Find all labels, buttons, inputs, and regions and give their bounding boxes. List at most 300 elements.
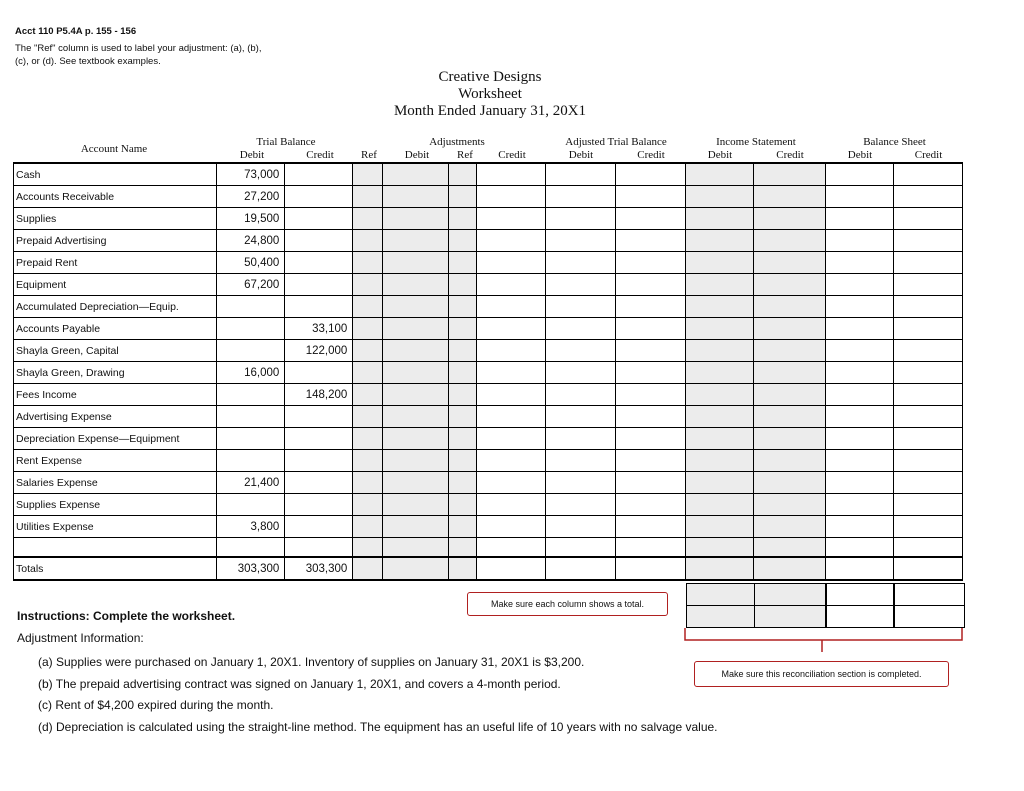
entry-cell[interactable]: [477, 538, 545, 558]
entry-cell[interactable]: [353, 318, 383, 340]
entry-cell[interactable]: [685, 296, 753, 318]
entry-cell[interactable]: [893, 318, 962, 340]
reconciliation-brace: [682, 626, 967, 662]
income-statement-header: Income Statement: [716, 136, 796, 148]
entry-cell[interactable]: [753, 472, 825, 494]
entry-cell[interactable]: [893, 230, 962, 252]
entry-cell[interactable]: [825, 538, 893, 558]
tb-credit-cell[interactable]: [285, 538, 353, 558]
entry-cell[interactable]: [353, 274, 383, 296]
bs-debit-total-box[interactable]: [825, 583, 895, 606]
entry-cell[interactable]: [615, 340, 685, 362]
reconciliation-callout: Make sure this reconciliation section is completed.: [694, 661, 949, 687]
entry-cell[interactable]: [615, 516, 685, 538]
entry-cell[interactable]: [449, 230, 477, 252]
bs-debit-header: Debit: [847, 149, 873, 161]
entry-cell[interactable]: [545, 516, 615, 538]
entry-cell[interactable]: [383, 494, 449, 516]
entry-cell[interactable]: [825, 472, 893, 494]
entry-cell[interactable]: [545, 208, 615, 230]
entry-cell[interactable]: [615, 472, 685, 494]
entry-cell[interactable]: [383, 472, 449, 494]
entry-cell[interactable]: [449, 428, 477, 450]
entry-cell[interactable]: [753, 450, 825, 472]
entry-cell[interactable]: [753, 384, 825, 406]
entry-cell[interactable]: [353, 406, 383, 428]
tb-debit-cell[interactable]: [217, 296, 285, 318]
entry-cell[interactable]: [825, 557, 893, 580]
entry-cell[interactable]: [449, 538, 477, 558]
account-name-cell: Shayla Green, Drawing: [14, 362, 217, 384]
entry-cell[interactable]: [449, 340, 477, 362]
entry-cell[interactable]: [545, 252, 615, 274]
tb-credit-cell[interactable]: [285, 230, 353, 252]
adj-ref-debit-header: Ref: [361, 149, 377, 161]
entry-cell[interactable]: [615, 362, 685, 384]
entry-cell[interactable]: [545, 450, 615, 472]
tb-debit-cell[interactable]: [217, 384, 285, 406]
entry-cell[interactable]: [615, 384, 685, 406]
entry-cell[interactable]: [545, 318, 615, 340]
tb-debit-cell[interactable]: 67,200: [217, 274, 285, 296]
entry-cell[interactable]: [615, 252, 685, 274]
tb-credit-cell[interactable]: [285, 163, 353, 186]
entry-cell[interactable]: [353, 252, 383, 274]
entry-cell[interactable]: [545, 472, 615, 494]
entry-cell[interactable]: [685, 557, 753, 580]
entry-cell[interactable]: [753, 494, 825, 516]
entry-cell[interactable]: [353, 340, 383, 362]
entry-cell[interactable]: [825, 494, 893, 516]
entry-cell[interactable]: [353, 186, 383, 208]
entry-cell[interactable]: [353, 472, 383, 494]
entry-cell[interactable]: [685, 516, 753, 538]
entry-cell[interactable]: [477, 318, 545, 340]
tb-credit-cell[interactable]: 122,000: [285, 340, 353, 362]
entry-cell[interactable]: [615, 450, 685, 472]
entry-cell[interactable]: [383, 318, 449, 340]
account-row: [14, 274, 963, 296]
entry-cell[interactable]: [685, 428, 753, 450]
entry-cell[interactable]: [383, 362, 449, 384]
entry-cell[interactable]: [477, 472, 545, 494]
is-debit-header: Debit: [707, 149, 733, 161]
entry-cell[interactable]: [477, 557, 545, 580]
tb-debit-cell[interactable]: 24,800: [217, 230, 285, 252]
entry-cell[interactable]: [753, 318, 825, 340]
entry-cell[interactable]: [893, 450, 962, 472]
is-credit-total-box[interactable]: [754, 583, 827, 606]
entry-cell[interactable]: [449, 384, 477, 406]
entry-cell[interactable]: [825, 428, 893, 450]
entry-cell[interactable]: [893, 274, 962, 296]
entry-cell[interactable]: [449, 406, 477, 428]
entry-cell[interactable]: [353, 494, 383, 516]
account-row: [14, 186, 963, 208]
entry-cell[interactable]: [753, 340, 825, 362]
tb-debit-cell[interactable]: 3,800: [217, 516, 285, 538]
entry-cell[interactable]: [753, 186, 825, 208]
entry-cell[interactable]: [825, 208, 893, 230]
entry-cell[interactable]: [545, 186, 615, 208]
entry-cell[interactable]: [477, 208, 545, 230]
tb-credit-cell[interactable]: [285, 516, 353, 538]
entry-cell[interactable]: [383, 252, 449, 274]
tb-debit-cell[interactable]: [217, 428, 285, 450]
entry-cell[interactable]: [615, 274, 685, 296]
entry-cell[interactable]: [685, 274, 753, 296]
entry-cell[interactable]: [477, 274, 545, 296]
account-name-cell: Accumulated Depreciation—Equip.: [14, 296, 217, 318]
account-name-cell: Accounts Receivable: [14, 186, 217, 208]
is-credit-header: Credit: [776, 149, 804, 161]
adj-ref-credit-header: Ref: [457, 149, 473, 161]
entry-cell[interactable]: [825, 230, 893, 252]
entry-cell[interactable]: [685, 406, 753, 428]
entry-cell[interactable]: [449, 450, 477, 472]
account-row: [14, 406, 963, 428]
entry-cell[interactable]: [893, 406, 962, 428]
entry-cell[interactable]: [615, 296, 685, 318]
entry-cell[interactable]: [893, 362, 962, 384]
entry-cell[interactable]: [753, 208, 825, 230]
tb-debit-cell[interactable]: 303,300: [217, 557, 285, 580]
entry-cell[interactable]: [449, 318, 477, 340]
entry-cell[interactable]: [545, 274, 615, 296]
entry-cell[interactable]: [685, 450, 753, 472]
entry-cell[interactable]: [353, 557, 383, 580]
account-row: [14, 472, 963, 494]
atb-header: Adjusted Trial Balance: [565, 136, 667, 148]
account-name-cell: Accounts Payable: [14, 318, 217, 340]
entry-cell[interactable]: [449, 362, 477, 384]
entry-cell[interactable]: [353, 538, 383, 558]
entry-cell[interactable]: [383, 557, 449, 580]
entry-cell[interactable]: [685, 208, 753, 230]
entry-cell[interactable]: [353, 163, 383, 186]
tb-credit-cell[interactable]: [285, 274, 353, 296]
account-name-cell: Salaries Expense: [14, 472, 217, 494]
entry-cell[interactable]: [545, 557, 615, 580]
entry-cell[interactable]: [383, 296, 449, 318]
bs-credit-net-box[interactable]: [893, 605, 965, 628]
account-name-cell: Prepaid Rent: [14, 252, 217, 274]
entry-cell[interactable]: [615, 230, 685, 252]
entry-cell[interactable]: [449, 252, 477, 274]
entry-cell[interactable]: [685, 252, 753, 274]
entry-cell[interactable]: [545, 296, 615, 318]
account-row: [14, 318, 963, 340]
entry-cell[interactable]: [753, 538, 825, 558]
ref-note-line2: (c), or (d). See textbook examples.: [15, 56, 161, 67]
tb-debit-cell[interactable]: 16,000: [217, 362, 285, 384]
entry-cell[interactable]: [753, 274, 825, 296]
entry-cell[interactable]: [825, 318, 893, 340]
adjustment-d: (d) Depreciation is calculated using the straight-line method. The equipment has an useful life of 10 years with no salvage value.: [38, 720, 718, 734]
entry-cell[interactable]: [893, 472, 962, 494]
bs-debit-net-box[interactable]: [825, 605, 895, 628]
account-name-cell: Rent Expense: [14, 450, 217, 472]
entry-cell[interactable]: [383, 274, 449, 296]
entry-cell[interactable]: [545, 428, 615, 450]
tb-credit-cell[interactable]: [285, 472, 353, 494]
entry-cell[interactable]: [753, 557, 825, 580]
entry-cell[interactable]: [753, 362, 825, 384]
entry-cell[interactable]: [353, 384, 383, 406]
account-row: [14, 208, 963, 230]
entry-cell[interactable]: [449, 494, 477, 516]
entry-cell[interactable]: [685, 472, 753, 494]
company-name: Creative Designs: [438, 69, 542, 85]
worksheet-body: [14, 163, 963, 580]
entry-cell[interactable]: [685, 494, 753, 516]
entry-cell[interactable]: [353, 296, 383, 318]
account-row: [14, 450, 963, 472]
entry-cell[interactable]: [449, 557, 477, 580]
tb-credit-cell[interactable]: 303,300: [285, 557, 353, 580]
tb-debit-cell[interactable]: 21,400: [217, 472, 285, 494]
entry-cell[interactable]: [615, 494, 685, 516]
atb-credit-header: Credit: [637, 149, 665, 161]
entry-cell[interactable]: [893, 516, 962, 538]
adjustment-c: (c) Rent of $4,200 expired during the month.: [38, 698, 274, 712]
entry-cell[interactable]: [615, 163, 685, 186]
entry-cell[interactable]: [353, 450, 383, 472]
entry-cell[interactable]: [477, 340, 545, 362]
tb-debit-cell[interactable]: 19,500: [217, 208, 285, 230]
entry-cell[interactable]: [477, 428, 545, 450]
entry-cell[interactable]: [477, 252, 545, 274]
entry-cell[interactable]: [477, 362, 545, 384]
tb-debit-cell[interactable]: [217, 406, 285, 428]
bs-credit-header: Credit: [914, 149, 943, 161]
account-row: [14, 362, 963, 384]
entry-cell[interactable]: [825, 516, 893, 538]
tb-credit-cell[interactable]: [285, 428, 353, 450]
adjustment-a: (a) Supplies were purchased on January 1, 20X1. Inventory of supplies on January 31, 20X1 is $3,200.: [38, 655, 585, 669]
account-name-cell: Utilities Expense: [14, 516, 217, 538]
tb-debit-cell[interactable]: [217, 538, 285, 558]
entry-cell[interactable]: [545, 362, 615, 384]
bs-credit-total-box[interactable]: [893, 583, 965, 606]
entry-cell[interactable]: [825, 296, 893, 318]
entry-cell[interactable]: [615, 557, 685, 580]
account-name-cell: [14, 538, 217, 558]
is-credit-net-box[interactable]: [754, 605, 827, 628]
entry-cell[interactable]: [545, 340, 615, 362]
entry-cell[interactable]: [449, 186, 477, 208]
instructions-heading: Instructions: Complete the worksheet.: [17, 609, 236, 623]
account-name-cell: Equipment: [14, 274, 217, 296]
tb-debit-cell[interactable]: [217, 318, 285, 340]
entry-cell[interactable]: [477, 494, 545, 516]
entry-cell[interactable]: [353, 428, 383, 450]
entry-cell[interactable]: [477, 450, 545, 472]
entry-cell[interactable]: [825, 274, 893, 296]
entry-cell[interactable]: [753, 230, 825, 252]
entry-cell[interactable]: [753, 252, 825, 274]
entry-cell[interactable]: [685, 538, 753, 558]
entry-cell[interactable]: [825, 252, 893, 274]
entry-cell[interactable]: [753, 428, 825, 450]
entry-cell[interactable]: [893, 384, 962, 406]
entry-cell[interactable]: [753, 163, 825, 186]
entry-cell[interactable]: [545, 163, 615, 186]
entry-cell[interactable]: [685, 340, 753, 362]
entry-cell[interactable]: [825, 340, 893, 362]
worksheet-table: [13, 162, 963, 581]
adjustment-info-heading: Adjustment Information:: [17, 631, 144, 645]
tb-debit-cell[interactable]: 73,000: [217, 163, 285, 186]
entry-cell[interactable]: [545, 384, 615, 406]
entry-cell[interactable]: [383, 450, 449, 472]
entry-cell[interactable]: [353, 362, 383, 384]
entry-cell[interactable]: [685, 362, 753, 384]
entry-cell[interactable]: [825, 186, 893, 208]
account-row: [14, 516, 963, 538]
tb-credit-cell[interactable]: [285, 494, 353, 516]
tb-debit-cell[interactable]: [217, 340, 285, 362]
tb-debit-cell[interactable]: 50,400: [217, 252, 285, 274]
entry-cell[interactable]: [685, 186, 753, 208]
entry-cell[interactable]: [615, 538, 685, 558]
account-row: [14, 494, 963, 516]
is-debit-net-box[interactable]: [686, 605, 756, 628]
balance-sheet-header: Balance Sheet: [863, 136, 926, 148]
tb-credit-cell[interactable]: [285, 296, 353, 318]
entry-cell[interactable]: [383, 406, 449, 428]
entry-cell[interactable]: [383, 163, 449, 186]
entry-cell[interactable]: [383, 428, 449, 450]
entry-cell[interactable]: [383, 538, 449, 558]
entry-cell[interactable]: [893, 208, 962, 230]
entry-cell[interactable]: [893, 557, 962, 580]
tb-credit-cell[interactable]: 33,100: [285, 318, 353, 340]
entry-cell[interactable]: [685, 230, 753, 252]
entry-cell[interactable]: [383, 186, 449, 208]
entry-cell[interactable]: [615, 186, 685, 208]
entry-cell[interactable]: [477, 384, 545, 406]
account-row: [14, 340, 963, 362]
entry-cell[interactable]: [825, 406, 893, 428]
entry-cell[interactable]: [383, 340, 449, 362]
entry-cell[interactable]: [615, 428, 685, 450]
entry-cell[interactable]: [449, 472, 477, 494]
entry-cell[interactable]: [383, 516, 449, 538]
entry-cell[interactable]: [449, 163, 477, 186]
tb-credit-cell[interactable]: [285, 362, 353, 384]
entry-cell[interactable]: [825, 163, 893, 186]
trial-balance-header: Trial Balance: [256, 136, 316, 148]
entry-cell[interactable]: [477, 296, 545, 318]
account-name-cell: Advertising Expense: [14, 406, 217, 428]
entry-cell[interactable]: [449, 296, 477, 318]
entry-cell[interactable]: [477, 186, 545, 208]
entry-cell[interactable]: [615, 208, 685, 230]
entry-cell[interactable]: [825, 384, 893, 406]
tb-credit-cell[interactable]: [285, 186, 353, 208]
account-name-cell: Supplies Expense: [14, 494, 217, 516]
entry-cell[interactable]: [353, 208, 383, 230]
tb-credit-cell[interactable]: [285, 406, 353, 428]
entry-cell[interactable]: [825, 450, 893, 472]
account-row: [14, 428, 963, 450]
entry-cell[interactable]: [753, 296, 825, 318]
tb-credit-cell[interactable]: [285, 252, 353, 274]
report-name: Worksheet: [458, 86, 522, 102]
adjustments-header: Adjustments: [429, 136, 485, 148]
entry-cell[interactable]: [353, 516, 383, 538]
entry-cell[interactable]: [615, 318, 685, 340]
account-row: [14, 252, 963, 274]
tb-debit-cell[interactable]: [217, 494, 285, 516]
entry-cell[interactable]: [545, 406, 615, 428]
adj-credit-header: Credit: [498, 149, 526, 161]
entry-cell[interactable]: [449, 208, 477, 230]
entry-cell[interactable]: [383, 208, 449, 230]
is-debit-total-box[interactable]: [686, 583, 756, 606]
account-name-cell: Fees Income: [14, 384, 217, 406]
entry-cell[interactable]: [893, 494, 962, 516]
atb-debit-header: Debit: [568, 149, 594, 161]
report-period: Month Ended January 31, 20X1: [393, 103, 587, 119]
tb-credit-header: Credit: [306, 149, 334, 161]
tb-credit-cell[interactable]: 148,200: [285, 384, 353, 406]
entry-cell[interactable]: [893, 296, 962, 318]
entry-cell[interactable]: [477, 230, 545, 252]
account-name-header: Account Name: [80, 143, 148, 155]
adjustment-b: (b) The prepaid advertising contract was signed on January 1, 20X1, and covers a 4-month period.: [38, 677, 561, 691]
entry-cell[interactable]: [449, 274, 477, 296]
entry-cell[interactable]: [825, 362, 893, 384]
entry-cell[interactable]: [615, 406, 685, 428]
blank-row: [14, 538, 963, 558]
entry-cell[interactable]: [545, 230, 615, 252]
entry-cell[interactable]: [383, 384, 449, 406]
entry-cell[interactable]: [893, 252, 962, 274]
ref-note-line1: The "Ref" column is used to label your adjustment: (a), (b),: [15, 43, 262, 54]
entry-cell[interactable]: [545, 494, 615, 516]
entry-cell[interactable]: [545, 538, 615, 558]
tb-debit-cell[interactable]: [217, 450, 285, 472]
account-row: [14, 384, 963, 406]
entry-cell[interactable]: [477, 516, 545, 538]
entry-cell[interactable]: [893, 340, 962, 362]
entry-cell[interactable]: [449, 516, 477, 538]
entry-cell[interactable]: [893, 186, 962, 208]
entry-cell[interactable]: [353, 230, 383, 252]
entry-cell[interactable]: [893, 538, 962, 558]
account-row: [14, 296, 963, 318]
entry-cell[interactable]: [685, 318, 753, 340]
entry-cell[interactable]: [753, 516, 825, 538]
tb-credit-cell[interactable]: [285, 450, 353, 472]
account-name-cell: Cash: [14, 163, 217, 186]
adj-debit-header: Debit: [404, 149, 430, 161]
account-name-cell: Depreciation Expense—Equipment: [14, 428, 217, 450]
entry-cell[interactable]: [685, 163, 753, 186]
entry-cell[interactable]: [685, 384, 753, 406]
tb-credit-cell[interactable]: [285, 208, 353, 230]
entry-cell[interactable]: [477, 163, 545, 186]
entry-cell[interactable]: [383, 230, 449, 252]
tb-debit-cell[interactable]: 27,200: [217, 186, 285, 208]
entry-cell[interactable]: [893, 163, 962, 186]
account-name-cell: Supplies: [14, 208, 217, 230]
entry-cell[interactable]: [477, 406, 545, 428]
entry-cell[interactable]: [893, 428, 962, 450]
entry-cell[interactable]: [753, 406, 825, 428]
